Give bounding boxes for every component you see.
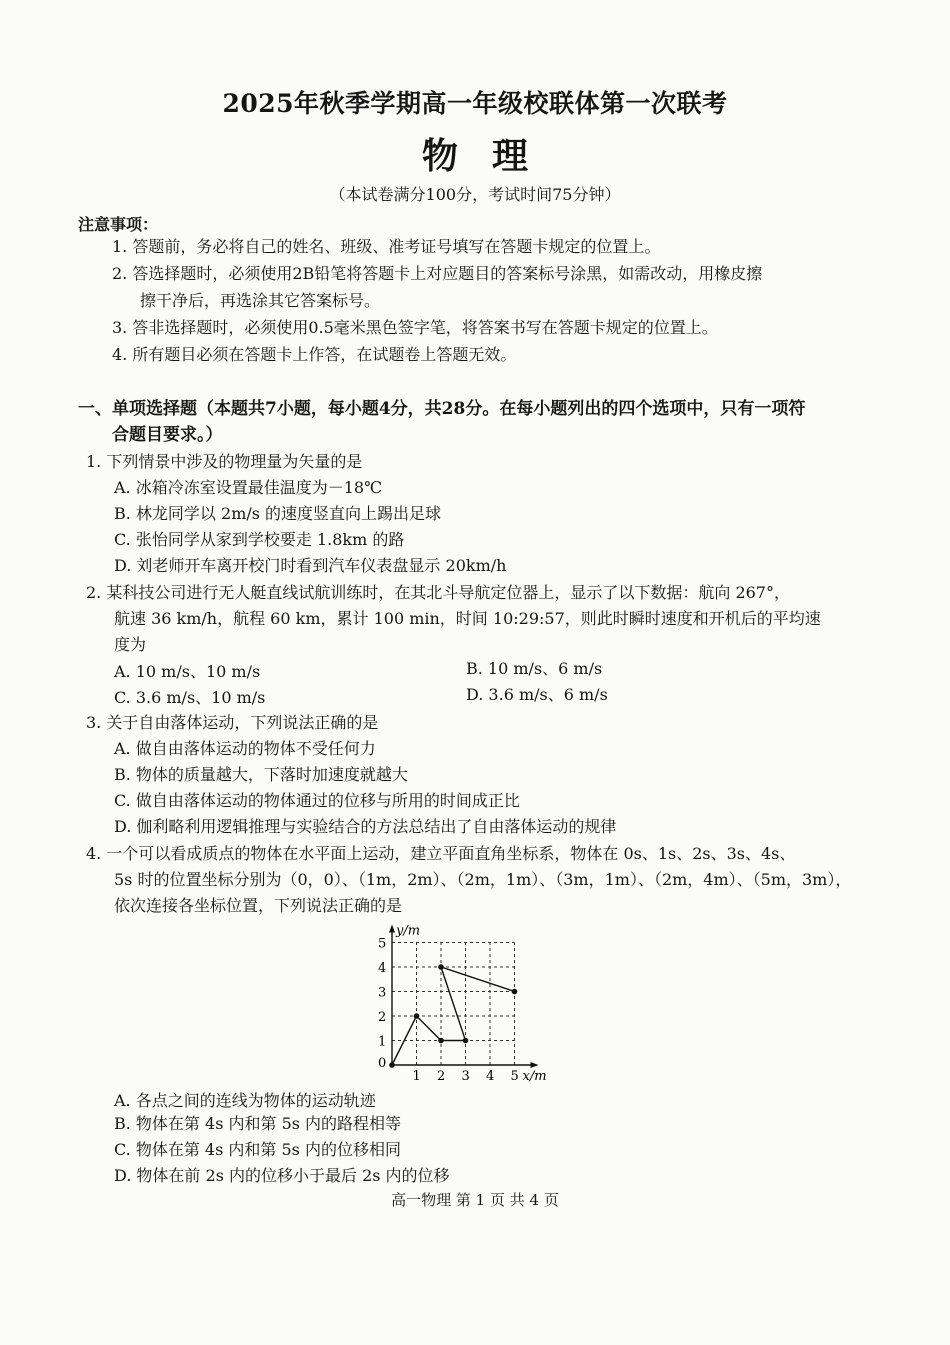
q4-option-b: B. 物体在第 4s 内和第 5s 内的路程相等 (114, 1114, 402, 1133)
q1-option-d: D. 刘老师开车离开校门时看到汽车仪表盘显示 20km/h (114, 556, 507, 575)
graph-tick-labels (378, 937, 519, 1085)
y-tick-label: 4 (378, 961, 387, 976)
q3-option-d: D. 伽利略利用逻辑推理与实验结合的方法总结出了自由落体运动的规律 (114, 817, 617, 836)
notice-item-2: 2. 答选择题时，必须使用2B铅笔将答题卡上对应题目的答案标号涂黑，如需改动，用橡皮擦 (112, 264, 763, 283)
y-tick-label: 2 (378, 1010, 387, 1025)
position-point (463, 1038, 469, 1044)
y-axis-label: y/m (396, 923, 421, 939)
q2-stem-3: 度为 (114, 635, 147, 654)
section-1-heading: 一、单项选择题（本题共7小题，每小题4分，共28分。在每小题列出的四个选项中，只有一项符 (78, 399, 806, 419)
x-tick-label: 3 (461, 1069, 470, 1084)
origin-label: 0 (378, 1056, 387, 1071)
x-axis-arrow (531, 1062, 539, 1068)
y-tick-label: 3 (378, 985, 387, 1001)
notice-item-4: 4. 所有题目必须在答题卡上作答，在试题卷上答题无效。 (112, 345, 517, 364)
graph-axes (389, 925, 539, 1069)
q4-stem-2: 5s 时的位置坐标分别为（0，0）、（1m，2m）、（2m，1m）、（3m，1m）、（2m，4m）、（5m，3m）， (114, 870, 852, 889)
x-axis-label: x/m (522, 1069, 547, 1084)
x-tick-label: 1 (412, 1069, 421, 1084)
q3-option-a: A. 做自由落体运动的物体不受任何力 (114, 739, 376, 758)
q2-stem-1: 2. 某科技公司进行无人艇直线试航训练时，在其北斗导航定位器上，显示了以下数据：航向 267°， (86, 583, 790, 602)
q2-option-d: D. 3.6 m/s、6 m/s (466, 685, 608, 704)
position-point (438, 1038, 444, 1044)
q1-option-c: C. 张怡同学从家到学校要走 1.8km 的路 (114, 530, 405, 549)
q3-option-b: B. 物体的质量越大，下落时加速度就越大 (114, 765, 408, 784)
q1-option-b: B. 林龙同学以 2m/s 的速度竖直向上踢出足球 (114, 504, 442, 523)
q2-stem-2: 航速 36 km/h，航程 60 km，累计 100 min，时间 10:29:57，则此时瞬时速度和开机后的平均速 (114, 609, 821, 628)
q4-stem-3: 依次连接各坐标位置，下列说法正确的是 (114, 896, 403, 915)
x-tick-label: 5 (510, 1069, 519, 1084)
position-point (438, 964, 444, 970)
position-point (414, 1013, 420, 1019)
q1-stem: 1. 下列情景中涉及的物理量为矢量的是 (86, 452, 363, 471)
x-tick-label: 4 (486, 1069, 495, 1084)
page-footer: 高一物理 第 1 页 共 4 页 (391, 1191, 559, 1209)
q3-option-c: C. 做自由落体运动的物体通过的位移与所用的时间成正比 (114, 791, 520, 810)
notice-item-1: 1. 答题前，务必将自己的姓名、班级、准考证号填写在答题卡规定的位置上。 (112, 237, 661, 256)
subject-title: 物理 (421, 135, 562, 177)
notice-item-2-cont: 擦干净后，再选涂其它答案标号。 (140, 291, 381, 310)
q2-option-b: B. 10 m/s、6 m/s (466, 659, 603, 678)
notice-heading: 注意事项： (78, 215, 159, 234)
x-tick-label: 2 (437, 1069, 446, 1084)
q4-option-a: A. 各点之间的连线为物体的运动轨迹 (114, 1091, 376, 1110)
y-tick-label: 5 (378, 936, 387, 952)
q1-option-a: A. 冰箱冷冻室设置最佳温度为－18℃ (114, 478, 382, 497)
position-point (389, 1062, 395, 1068)
q4-option-c: C. 物体在第 4s 内和第 5s 内的位移相同 (114, 1140, 401, 1159)
q2-option-a: A. 10 m/s、10 m/s (114, 662, 261, 681)
q3-stem: 3. 关于自由落体运动，下列说法正确的是 (86, 713, 379, 732)
notice-item-3: 3. 答非选择题时，必须使用0.5毫米黑色签字笔，将答案书写在答题卡规定的位置上。 (112, 318, 718, 337)
section-1-heading-cont: 合题目要求。） (112, 425, 223, 445)
position-graph (370, 920, 560, 1085)
exam-title: 2025年秋季学期高一年级校联体第一次联考 (222, 89, 728, 118)
position-point (512, 989, 518, 995)
exam-subtitle: （本试卷满分100分，考试时间75分钟） (329, 185, 621, 204)
q4-stem-1: 4. 一个可以看成质点的物体在水平面上运动，建立平面直角坐标系，物体在 0s、1s、2s、3s、4s、 (86, 844, 796, 863)
y-axis-arrow (389, 925, 395, 933)
q4-option-d: D. 物体在前 2s 内的位移小于最后 2s 内的位移 (114, 1166, 450, 1185)
q2-option-c: C. 3.6 m/s、10 m/s (114, 688, 266, 707)
y-tick-label: 1 (378, 1034, 387, 1050)
